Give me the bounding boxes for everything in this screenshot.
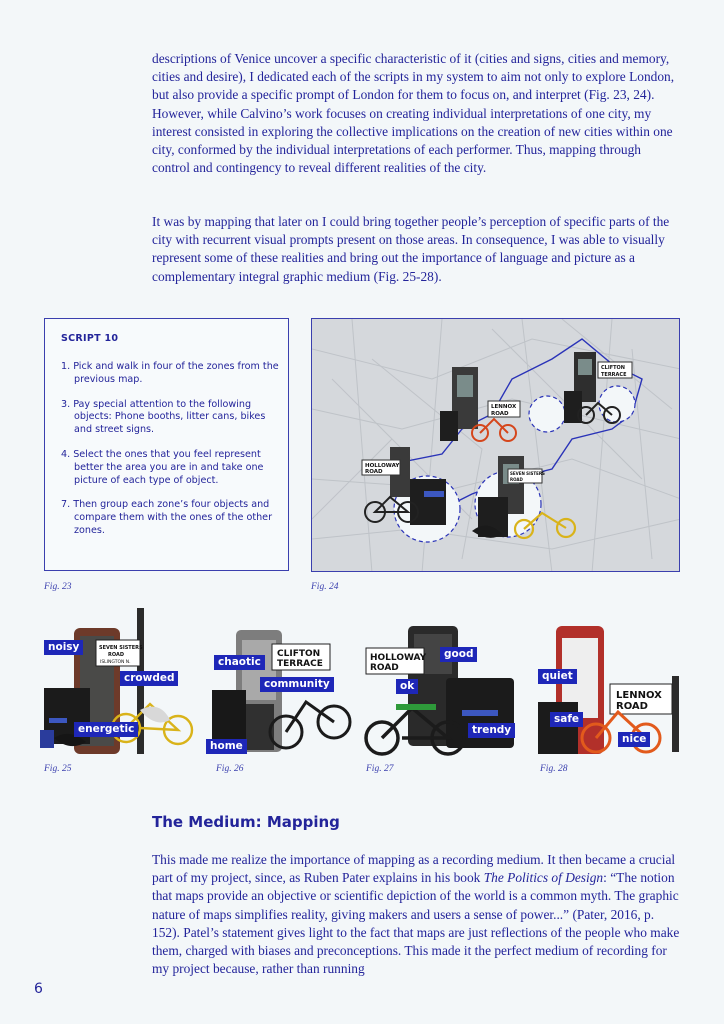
script-title: SCRIPT 10 (61, 333, 119, 344)
map-sign-holloway-1: HOLLOWAY (365, 463, 400, 469)
tag-home: home (206, 739, 247, 754)
body-paragraph-2: It was by mapping that later on I could bring together people’s perception of specific parts of the city with recurrent visual prompts present on those areas. In consequence, I was able to visually represent some of these realities and bring out the importance of language and picture as a complementary integral graphic medium (Fig. 25-28). (152, 214, 670, 284)
map-sign-seven-sisters-2: ROAD (510, 477, 523, 482)
figure-25 (40, 600, 200, 760)
fig25-sign-1: SEVEN SISTERS (99, 645, 143, 651)
map-illustration (312, 319, 680, 572)
script-steps (61, 361, 283, 550)
tag-community: community (260, 677, 334, 692)
map-sign-clifton-2: TERRACE (601, 372, 627, 378)
p3-text-b: : “The notion that maps provide an objective or scientific depiction of the world is a common myth. The graphic nature of maps simplifies reality, giving makers and users a sense of power...” (Pater, 2016, p. 152). Patel’s statement gives light to the fact that maps are just reflections of the people who make them, charged with biases and preconceptions. This made it the perfect medium of recording for my project because, rather than running (152, 870, 680, 977)
tag-chaotic: chaotic (214, 655, 265, 670)
figure-28 (536, 600, 686, 760)
map-sign-holloway-2: ROAD (365, 469, 383, 475)
map-sign-lennox-2: ROAD (491, 411, 509, 417)
caption-fig-23: Fig. 23 (44, 582, 72, 592)
page-number: 6 (34, 981, 43, 997)
caption-fig-27: Fig. 27 (366, 764, 394, 774)
map-sign-clifton-1: CLIFTON (601, 365, 625, 371)
script-10-box (44, 318, 289, 571)
tag-noisy: noisy (44, 640, 83, 655)
fig26-sign-2: TERRACE (277, 659, 323, 669)
p3-text-a: This made me realize the importance of mapping as a recording medium. It then became a crucial part of my project, since, as Ruben Pater explains in his book (152, 852, 676, 886)
fig25-sign-3: ISLINGTON N. (100, 660, 131, 665)
tag-quiet: quiet (538, 669, 577, 684)
script-step: 4. Select the ones that you feel represent better the area you are in and take one picture of each type of object. (61, 448, 264, 486)
figure-27 (362, 600, 522, 760)
tag-safe: safe (550, 712, 583, 727)
fig28-sign-1: LENNOX (616, 690, 662, 701)
caption-fig-26: Fig. 26 (216, 764, 244, 774)
caption-fig-25: Fig. 25 (44, 764, 72, 774)
tag-ok: ok (396, 679, 418, 694)
zone-map-figure (311, 318, 680, 572)
fig26-sign-1: CLIFTON (277, 649, 321, 659)
map-sign-lennox-1: LENNOX (491, 404, 517, 410)
fig27-sign-2: ROAD (370, 663, 399, 673)
body-paragraph-3 (152, 851, 682, 978)
fig27-sign-1: HOLLOWAY (370, 653, 427, 663)
tag-energetic: energetic (74, 722, 138, 737)
body-paragraph-1: descriptions of Venice uncover a specific characteristic of it (cities and signs, cities and memory, cities and desire), I dedicated each of the scripts in my system to aim not only to explore London, but also provide a specific prompt of London for them to focus on, and interpret (Fig. 23, 24). However, while Calvino’s work focuses on creating individual interpretations of one city, my interest consisted in exploring the collective implications on the creation of new cities within one city, conformed by the individual interpretations of each performer. Thus, mapping through control and contingency to reveal different realities of the city. (152, 51, 675, 176)
map-sign-seven-sisters-1: SEVEN SISTERS (510, 471, 545, 476)
caption-fig-24: Fig. 24 (311, 582, 339, 592)
caption-fig-28: Fig. 28 (540, 764, 568, 774)
figure-26 (206, 600, 356, 760)
book-title: The Politics of Design (483, 870, 604, 886)
script-step: 3. Pay special attention to the following objects: Phone booths, litter cans, bikes and street signs. (61, 398, 266, 436)
tag-crowded: crowded (120, 671, 178, 686)
tag-nice: nice (618, 732, 650, 747)
script-step: 7. Then group each zone’s four objects and compare them with the ones of the other zones. (61, 499, 273, 536)
section-heading: The Medium: Mapping (152, 813, 340, 831)
fig25-sign-2: ROAD (108, 652, 124, 658)
tag-trendy: trendy (468, 723, 515, 738)
script-step: 1. Pick and walk in four of the zones from the previous map. (61, 361, 279, 385)
tag-good: good (440, 647, 477, 662)
fig28-sign-2: ROAD (616, 701, 648, 712)
